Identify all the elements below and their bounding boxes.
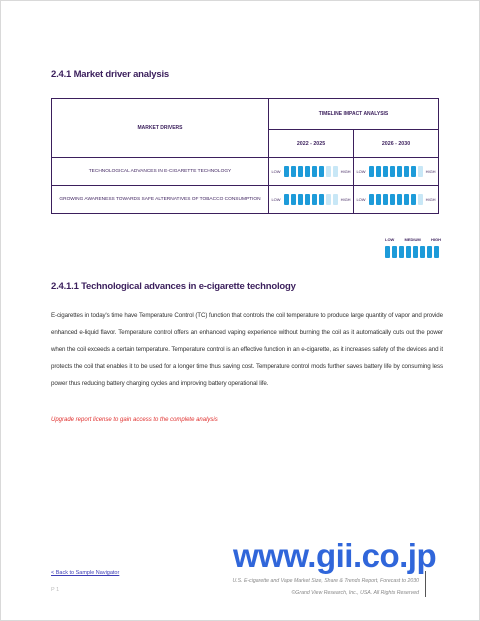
scale-high-label: HIGH bbox=[425, 197, 436, 202]
scale-high-label: HIGH bbox=[340, 169, 351, 174]
impact-scale bbox=[354, 194, 438, 205]
footer-copyright: ©Grand View Research, Inc., USA. All Rights Reserved bbox=[291, 590, 419, 596]
legend-bar bbox=[427, 246, 432, 258]
scale-bar bbox=[411, 166, 416, 177]
upgrade-notice: Upgrade report license to gain access to the complete analysis bbox=[51, 417, 218, 423]
legend-high: HIGH bbox=[430, 237, 441, 242]
header-period-2026-2030: 2026 - 2030 bbox=[354, 130, 439, 158]
scale-bar bbox=[383, 194, 388, 205]
legend-bar bbox=[413, 246, 418, 258]
scale-bar bbox=[397, 194, 402, 205]
scale-bar bbox=[298, 194, 303, 205]
scale-bar bbox=[376, 166, 381, 177]
impact-scale bbox=[269, 194, 353, 205]
section-title-market-driver: 2.4.1 Market driver analysis bbox=[51, 69, 169, 80]
scale-bar bbox=[312, 166, 317, 177]
scale-bar bbox=[383, 166, 388, 177]
legend-medium: MEDIUM bbox=[404, 237, 421, 242]
scale-bar bbox=[291, 194, 296, 205]
scale-bar bbox=[326, 166, 331, 177]
header-timeline-impact: TIMELINE IMPACT ANALYSIS bbox=[269, 99, 439, 130]
driver-label: TECHNOLOGICAL ADVANCES IN E-CIGARETTE TECHNOLOGY bbox=[52, 158, 269, 186]
scale-bars bbox=[284, 194, 338, 205]
driver-label: GROWING AWARENESS TOWARDS SAFE ALTERNATIVES OF TOBACCO CONSUMPTION bbox=[52, 186, 269, 214]
table-row bbox=[52, 186, 439, 214]
legend-bar bbox=[392, 246, 397, 258]
scale-bar bbox=[369, 194, 374, 205]
legend-bar bbox=[406, 246, 411, 258]
scale-bar bbox=[312, 194, 317, 205]
scale-bar bbox=[319, 194, 324, 205]
scale-bar bbox=[326, 194, 331, 205]
scale-bar bbox=[411, 194, 416, 205]
impact-scale bbox=[354, 166, 438, 177]
legend-bar bbox=[399, 246, 404, 258]
scale-bar bbox=[333, 194, 338, 205]
scale-bar bbox=[284, 194, 289, 205]
market-drivers-table bbox=[51, 98, 439, 214]
footer-report-title: U.S. E-cigarette and Vape Market Size, Share & Trends Report, Forecast to 2030 bbox=[232, 578, 419, 584]
scale-low-label: LOW bbox=[271, 197, 281, 202]
scale-bar bbox=[397, 166, 402, 177]
scale-bar bbox=[305, 194, 310, 205]
scale-bars bbox=[369, 166, 423, 177]
legend-bars bbox=[385, 246, 441, 258]
scale-bar bbox=[404, 166, 409, 177]
scale-low-label: LOW bbox=[356, 197, 366, 202]
scale-bar bbox=[298, 166, 303, 177]
header-market-drivers: MARKET DRIVERS bbox=[52, 99, 269, 158]
scale-low-label: LOW bbox=[271, 169, 281, 174]
scale-bar bbox=[291, 166, 296, 177]
footer-info bbox=[232, 575, 419, 599]
scale-high-label: HIGH bbox=[340, 197, 351, 202]
back-to-navigator-link[interactable]: < Back to Sample Navigator bbox=[51, 570, 120, 576]
legend-bar bbox=[420, 246, 425, 258]
scale-low-label: LOW bbox=[356, 169, 366, 174]
scale-bars bbox=[369, 194, 423, 205]
scale-bar bbox=[284, 166, 289, 177]
scale-high-label: HIGH bbox=[425, 169, 436, 174]
scale-bar bbox=[390, 194, 395, 205]
header-period-2022-2025: 2022 - 2025 bbox=[269, 130, 354, 158]
scale-bar bbox=[319, 166, 324, 177]
section-title-tech-advances: 2.4.1.1 Technological advances in e-cigarette technology bbox=[51, 281, 296, 292]
legend-bar bbox=[385, 246, 390, 258]
scale-bar bbox=[333, 166, 338, 177]
legend-bar bbox=[434, 246, 439, 258]
scale-bar bbox=[376, 194, 381, 205]
impact-legend bbox=[385, 237, 441, 258]
watermark-logo: www.gii.co.jp bbox=[233, 537, 437, 574]
scale-bar bbox=[305, 166, 310, 177]
page-number: P 1 bbox=[51, 587, 60, 593]
scale-bars bbox=[284, 166, 338, 177]
scale-bar bbox=[404, 194, 409, 205]
scale-bar bbox=[418, 194, 423, 205]
scale-bar bbox=[369, 166, 374, 177]
scale-bar bbox=[418, 166, 423, 177]
legend-low: LOW bbox=[385, 237, 395, 242]
table-row bbox=[52, 158, 439, 186]
scale-bar bbox=[390, 166, 395, 177]
body-paragraph: E-cigarettes in today's time have Temperature Control (TC) function that controls the coil temperature to produce large quantity of vapor and provide enhanced e-liquid flavor. Temperature control offers an enhanced vaping experience without burning the coil as it automatically cuts out the power when the coil exceeds a certain temperature. Temperature control is an effective function in an e-cigarette, as it increases safety of the devices and it protects the coil that enables it to be used for a longer time thus saving cost. Temperature control mods further saves battery life by consuming less power thus reducing battery charging cycles and improving battery operational life. bbox=[51, 312, 443, 387]
impact-scale bbox=[269, 166, 353, 177]
